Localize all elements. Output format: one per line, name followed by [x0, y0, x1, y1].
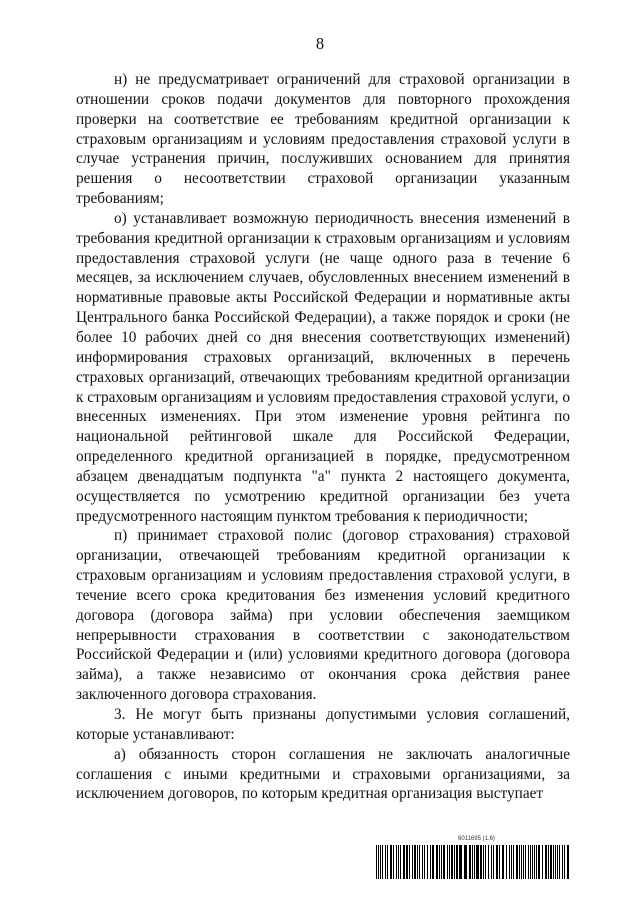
document-body	[76, 70, 570, 804]
paragraph-n: н) не предусматривает ограничений для страховой организации в отношении сроков подачи документов для повторного прохождения проверки на соответствие ее требованиям кредитной организации к страховым организациям и условиям предоставления страховой услуги в случае устранения причин, послуживших основанием для принятия решения о несоответствии страховой организации указанным требованиям;	[76, 71, 570, 208]
paragraph-3: 3. Не могут быть признаны допустимыми условия соглашений, которые устанавливают:	[76, 706, 570, 743]
paragraph-3a: а) обязанность сторон соглашения не заключать аналогичные соглашения с иными кредитными и страховыми организациями, за исключением договоров, по которым кредитная организация выступает	[76, 745, 570, 803]
document-code: 6011695 (1.6)	[458, 836, 495, 842]
paragraph-p: п) принимает страховой полис (договор страхования) страховой организации, отвечающей требованиям кредитной организации к страховым организациям и условиям предоставления страховой услуги, в течение всего срока кредитования без изменения условий кредитного договора (договора займа) при условии обеспечения заемщиком непрерывности страхования в соответствии с законодательством Российской Федерации и (или) условиями кредитного договора (договора займа), а также независимо от окончания срока действия ранее заключенного договора страхования.	[76, 527, 570, 704]
paragraph-o: о) устанавливает возможную периодичность внесения изменений в требования кредитной организации к страховым организациям и условиям предоставления страховой услуги (не чаще одного раза в течение 6 месяцев, за исключением случаев, обусловленных внесением изменений в нормативные правовые акты Российской Федерации и нормативные акты Центрального банка Российской Федерации), а также порядок и сроки (не более 10 рабочих дней со дня внесения соответствующих изменений) информирования страховых организаций, включенных в перечень страховых организаций, отвечающих требованиям кредитной организации к страховым организациям и условиям предоставления страховой услуги, о внесенных изменениях. При этом изменение уровня рейтинга по национальной рейтинговой шкале для Российской Федерации, определенного кредитной организацией в порядке, предусмотренном абзацем двенадцатым подпункта "а" пункта 2 настоящего документа, осуществляется по усмотрению кредитной организации без учета предусмотренного настоящим пунктом требования к периодичности;	[76, 209, 570, 525]
barcode-icon	[376, 845, 570, 879]
page-number: 8	[315, 34, 325, 53]
